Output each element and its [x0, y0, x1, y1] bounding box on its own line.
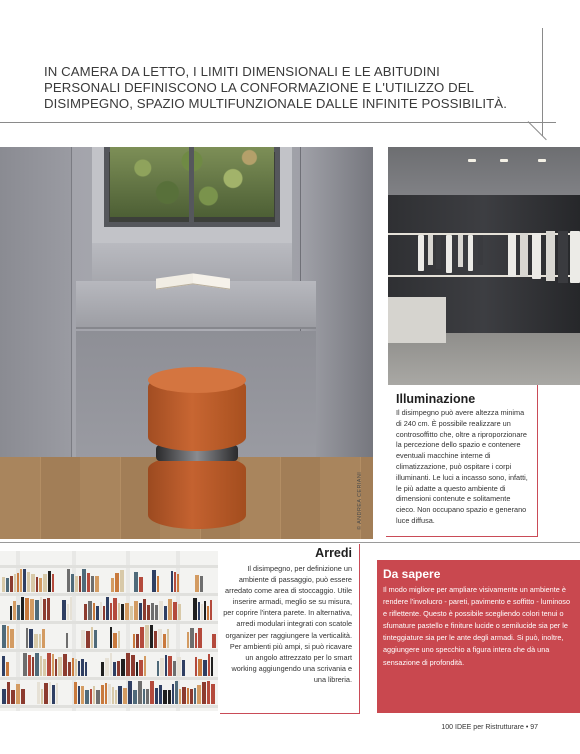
- book-spine: [211, 684, 215, 704]
- book-spine: [35, 653, 39, 676]
- book-spine: [211, 657, 213, 676]
- book-spine: [110, 653, 112, 676]
- orange-stool: [148, 367, 246, 393]
- book-spine: [28, 655, 31, 676]
- book-spine: [101, 685, 104, 704]
- book-spine: [144, 656, 146, 676]
- closet-island: [388, 297, 446, 343]
- book-spine: [47, 653, 51, 676]
- book-spine: [165, 655, 167, 676]
- book-spine: [118, 631, 120, 648]
- illuminazione-title: Illuminazione: [396, 392, 476, 406]
- book-spine: [154, 631, 157, 648]
- book-spine: [168, 656, 172, 676]
- book-spine: [120, 570, 124, 592]
- book-spine: [43, 599, 46, 620]
- book-spine: [111, 578, 114, 592]
- book-spine: [56, 683, 58, 704]
- book-spine: [173, 661, 176, 676]
- book-spine: [113, 633, 117, 648]
- book-spine: [143, 599, 146, 620]
- book-spine: [6, 578, 9, 592]
- book-spine: [105, 683, 107, 704]
- book-spine: [85, 690, 89, 704]
- book-spine: [163, 634, 166, 648]
- book-spine: [52, 574, 54, 592]
- book-spine: [171, 571, 173, 592]
- book-spine: [110, 627, 112, 648]
- book-spine: [87, 573, 90, 592]
- book-spine: [187, 688, 189, 704]
- book-spine: [27, 572, 30, 592]
- book-spine: [68, 662, 71, 676]
- book-spine: [29, 629, 33, 648]
- book-spine: [96, 690, 100, 704]
- book-spine: [194, 688, 196, 704]
- book-spine: [17, 605, 20, 620]
- book-spine: [152, 570, 156, 592]
- book-spine: [198, 659, 202, 676]
- book-spine: [113, 598, 117, 620]
- book-spine: [158, 629, 162, 648]
- vanity-shelf: [76, 281, 316, 329]
- book-spine: [195, 633, 197, 648]
- book-spine: [39, 634, 41, 648]
- wardrobe-panel-left: [0, 147, 72, 492]
- book-spine: [85, 662, 87, 676]
- book-spine: [21, 689, 25, 704]
- book-spine: [134, 601, 138, 620]
- book-spine: [41, 689, 43, 704]
- book-spine: [16, 684, 20, 704]
- book-spine: [200, 576, 203, 592]
- book-spine: [31, 574, 35, 592]
- open-book: [156, 274, 230, 288]
- book-spine: [164, 606, 167, 620]
- book-spine: [11, 690, 15, 704]
- book-spine: [58, 657, 62, 676]
- book-spine: [63, 654, 67, 676]
- book-spine: [101, 662, 104, 676]
- book-spine: [81, 659, 84, 676]
- book-spine: [208, 654, 210, 676]
- book-spine: [75, 659, 77, 676]
- book-spine: [106, 597, 109, 620]
- book-spine: [6, 662, 9, 676]
- book-spine: [139, 577, 143, 592]
- book-spine: [48, 571, 51, 592]
- book-spine: [157, 661, 159, 676]
- book-spine: [118, 603, 120, 620]
- book-spine: [7, 682, 10, 704]
- book-spine: [202, 682, 206, 704]
- header-rule: [0, 122, 556, 123]
- book-spine: [62, 600, 66, 620]
- book-spine: [43, 574, 47, 592]
- book-spine: [143, 689, 145, 704]
- book-spine: [25, 598, 29, 620]
- book-spine: [14, 574, 16, 592]
- book-spine: [10, 606, 12, 620]
- book-spine: [7, 626, 9, 648]
- book-spine: [118, 686, 122, 704]
- book-spine: [115, 690, 117, 704]
- book-spine: [75, 576, 78, 592]
- page-headline: IN CAMERA DA LETTO, I LIMITI DIMENSIONALI E LE ABITUDINI PERSONALI DEFINISCONO LA CONFORMAZIONE E L'UTILIZZO DEL DISIMPEGNO, SPAZIO MULTIFUNZIONALE DALLE INFINITE POSSIBILITÀ.: [44, 64, 507, 111]
- book-spine: [193, 598, 197, 620]
- book-spine: [195, 575, 199, 592]
- book-spine: [195, 657, 197, 676]
- book-spine: [147, 605, 150, 620]
- page-footer: 100 IDEE per Ristrutturare • 97: [441, 724, 538, 731]
- book-spine: [123, 688, 127, 704]
- book-spine: [32, 657, 34, 676]
- book-spine: [146, 689, 149, 704]
- bookshelf-photo: [0, 551, 218, 711]
- book-spine: [82, 569, 86, 592]
- book-spine: [190, 628, 194, 648]
- book-spine: [203, 660, 207, 676]
- book-spine: [79, 576, 81, 592]
- book-spine: [187, 632, 189, 648]
- book-spine: [55, 659, 57, 676]
- dressing-nook-photo: [0, 147, 373, 539]
- book-spine: [72, 658, 74, 676]
- book-spine: [128, 681, 132, 704]
- book-spine: [113, 662, 116, 676]
- book-spine: [173, 602, 177, 620]
- book-spine: [145, 625, 149, 648]
- book-spine: [125, 603, 129, 620]
- book-spine: [36, 577, 38, 592]
- book-spine: [136, 662, 138, 676]
- book-spine: [139, 660, 143, 676]
- book-spine: [23, 653, 27, 676]
- book-spine: [139, 603, 142, 620]
- book-spine: [74, 682, 77, 704]
- book-spine: [81, 630, 85, 648]
- book-spine: [182, 660, 185, 676]
- book-spine: [67, 569, 70, 592]
- book-spine: [43, 659, 46, 676]
- book-spine: [198, 628, 202, 648]
- book-spine: [179, 689, 181, 704]
- book-spine: [103, 606, 105, 620]
- book-spine: [20, 569, 22, 592]
- book-spine: [126, 653, 130, 676]
- book-spine: [93, 686, 95, 704]
- book-spine: [17, 573, 19, 592]
- book-spine: [207, 681, 210, 704]
- book-spine: [2, 656, 5, 676]
- book-spine: [157, 576, 159, 592]
- book-spine: [49, 682, 51, 704]
- da-sapere-text: Il modo migliore per ampliare visivamente un ambiente è rendere l'involucro - pareti, pavimento e soffitto - luminoso e riflettente. Questo è possibile scegliendo colori tenui o sfumature pastello e finiture lucide o semilucide sia per le tinteggiature sia per le ante degli armadi. Si può, inoltre, aggiungere uno specchio a figura intera che dà una sensazione di profondità.: [383, 585, 571, 667]
- book-spine: [175, 681, 178, 704]
- book-spine: [13, 601, 16, 620]
- book-spine: [168, 599, 172, 620]
- book-spine: [174, 572, 176, 592]
- book-spine: [108, 684, 111, 704]
- book-spine: [204, 601, 206, 620]
- book-spine: [90, 689, 92, 704]
- header-vertical-rule: [542, 28, 543, 136]
- book-spine: [78, 686, 80, 704]
- book-spine: [150, 625, 153, 648]
- book-spine: [10, 576, 13, 592]
- book-spine: [34, 634, 38, 648]
- book-spine: [35, 600, 39, 620]
- book-spine: [93, 603, 95, 620]
- book-spine: [2, 689, 6, 704]
- da-sapere-title: Da sapere: [383, 567, 441, 581]
- book-spine: [198, 602, 200, 620]
- book-spine: [155, 688, 158, 704]
- book-spine: [117, 661, 120, 676]
- book-spine: [210, 600, 212, 620]
- book-spine: [37, 682, 40, 704]
- book-spine: [160, 658, 164, 676]
- book-spine: [172, 684, 174, 704]
- book-spine: [94, 630, 97, 648]
- book-spine: [26, 628, 28, 648]
- photo-credit: © ANDREA CERIANI: [357, 471, 363, 530]
- book-spine: [70, 597, 72, 620]
- book-spine: [197, 685, 201, 704]
- book-spine: [155, 605, 158, 620]
- book-spine: [150, 681, 154, 704]
- book-spine: [140, 627, 144, 648]
- book-spine: [2, 577, 5, 592]
- book-spine: [52, 654, 54, 676]
- book-spine: [44, 683, 48, 704]
- book-spine: [178, 604, 181, 620]
- book-spine: [84, 604, 87, 620]
- book-spine: [121, 604, 124, 620]
- book-spine: [91, 627, 93, 648]
- book-spine: [134, 572, 138, 592]
- arredi-text: Il disimpegno, per definizione un ambiente di passaggio, può essere arredato come area di stoccaggio. Utile inserire armadi, meglio se su misura, per coprire l'intera parete. In alternativa, arredi modulari integrati con scatole organizer per raggiungere la verticalità. Per ambienti più ampi, si può ricavare un angolo attrezzato per lo smart working aggiungendo una scrivania e una libreria.: [223, 564, 352, 684]
- book-spine: [21, 597, 24, 620]
- walk-in-closet-photo: [388, 147, 580, 385]
- book-spine: [10, 629, 14, 648]
- book-spine: [96, 606, 99, 620]
- book-spine: [177, 657, 181, 676]
- book-spine: [130, 606, 133, 620]
- arredi-title: Arredi: [315, 546, 352, 560]
- book-spine: [121, 659, 125, 676]
- book-spine: [112, 687, 114, 704]
- book-spine: [91, 576, 94, 592]
- book-spine: [40, 597, 42, 620]
- book-spine: [207, 606, 209, 620]
- book-spine: [151, 603, 154, 620]
- book-spine: [136, 634, 139, 648]
- book-spine: [115, 573, 119, 592]
- book-spine: [131, 655, 135, 676]
- book-spine: [138, 681, 142, 704]
- illuminazione-text: Il disimpegno può avere altezza minima di 240 cm. È possibile realizzare un controsoffitto che, oltre a riproporzionare la percezione dello spazio e contenere eventuali macchine interne di climatizzazione, può ospitare i corpi illuminanti. Le luci a incasso sono, infatti, le più adatte a questo ambiente di dimensioni contenute e solitamente cieco. Non occupano spazio e generano luce diffusa.: [396, 408, 528, 525]
- book-spine: [40, 656, 42, 676]
- book-spine: [81, 686, 84, 704]
- book-spine: [133, 634, 135, 648]
- book-spine: [2, 625, 6, 648]
- book-spine: [95, 576, 99, 592]
- book-spine: [133, 690, 137, 704]
- book-spine: [71, 574, 74, 592]
- book-spine: [182, 687, 186, 704]
- book-spine: [168, 690, 171, 704]
- book-spine: [52, 685, 55, 704]
- book-spine: [47, 598, 50, 620]
- book-spine: [66, 633, 68, 648]
- book-spine: [201, 604, 203, 620]
- book-spine: [100, 602, 102, 620]
- book-spine: [167, 629, 169, 648]
- book-spine: [88, 601, 92, 620]
- book-spine: [163, 690, 167, 704]
- book-spine: [177, 574, 179, 592]
- book-spine: [159, 685, 162, 704]
- book-spine: [30, 599, 34, 620]
- book-spine: [86, 631, 90, 648]
- book-spine: [78, 661, 80, 676]
- book-spine: [105, 658, 109, 676]
- book-spine: [39, 578, 42, 592]
- book-spine: [190, 689, 193, 704]
- section-rule: [0, 542, 580, 543]
- book-spine: [67, 604, 69, 620]
- book-spine: [110, 603, 112, 620]
- book-spine: [23, 569, 26, 592]
- header-corner-mark: [528, 121, 547, 140]
- book-spine: [212, 634, 216, 648]
- book-spine: [42, 629, 45, 648]
- book-spine: [159, 601, 163, 620]
